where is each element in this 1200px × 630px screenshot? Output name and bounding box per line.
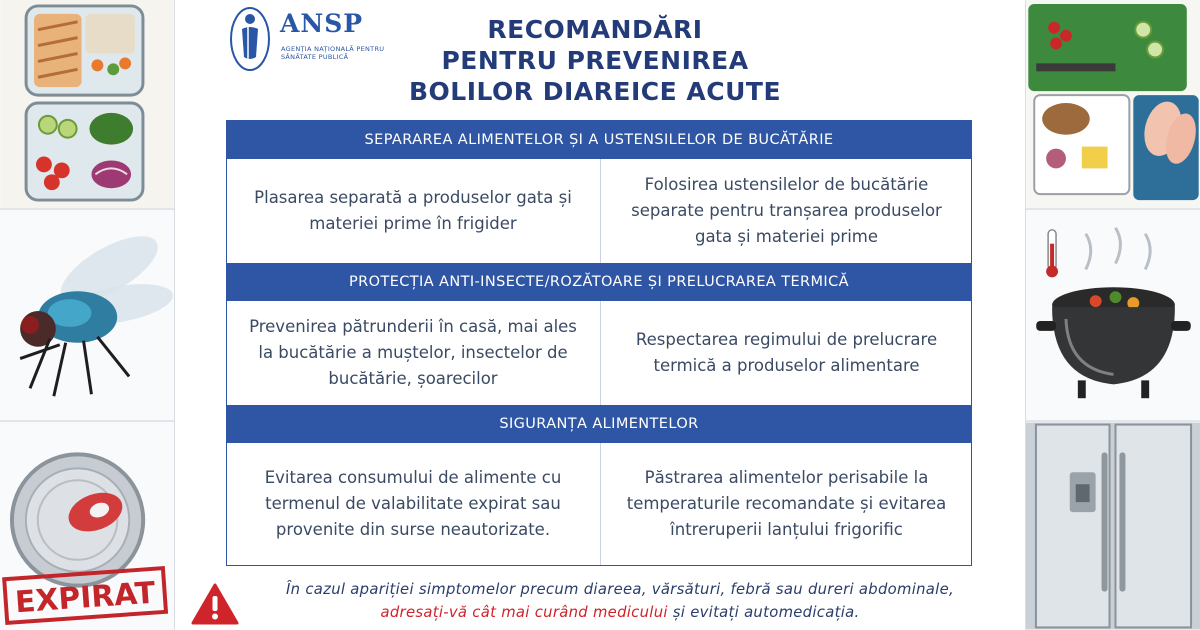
page-title xyxy=(400,14,790,107)
warning-line-2 xyxy=(220,601,1020,624)
cooking-pot-image xyxy=(1026,210,1200,422)
ansp-emblem-icon xyxy=(228,5,272,73)
cell-expired-food: Evitarea consumului de alimente cu termenul de valabilitate expirat sau provenite din surse neautorizate. xyxy=(264,468,562,539)
symptoms-warning-note xyxy=(220,578,1020,624)
recommendations-table xyxy=(226,120,972,566)
left-image-column xyxy=(0,0,175,630)
cell-separate-utensils: Folosirea ustensilelor de bucătărie separate pentru tranșarea produselor gata și materiei prime xyxy=(600,159,972,263)
logo-subtitle: AGENȚIA NAȚIONALĂ PENTRU SĂNĂTATE PUBLICĂ xyxy=(281,45,385,61)
ansp-logo xyxy=(228,5,408,73)
cell-fridge-separation: Plasarea separată a produselor gata și materiei prime în frigider xyxy=(254,188,572,233)
cutting-boards-image xyxy=(1026,0,1200,210)
warning-line-2-highlight: adresați-vă cât mai curând medicului xyxy=(380,604,668,621)
section-heading-separation: SEPARAREA ALIMENTELOR ȘI A USTENSILELOR DE BUCĂTĂRIE xyxy=(227,121,971,159)
section-heading-food-safety: SIGURANȚA ALIMENTELOR xyxy=(227,405,971,443)
expired-stamp: EXPIRAT xyxy=(14,575,157,621)
section-heading-protection: PROTECȚIA ANTI-INSECTE/ROZĂTOARE ȘI PRELUCRAREA TERMICĂ xyxy=(227,263,971,301)
title-line-3: BOLILOR DIAREICE ACUTE xyxy=(408,77,782,106)
cell-cold-chain: Păstrarea alimentelor perisabile la temperaturile recomandate și evitarea întreruperii lanțului frigorific xyxy=(600,443,972,565)
title-line-2: PENTRU PREVENIREA xyxy=(441,46,749,75)
warning-line-2-rest: și evitați automedicația. xyxy=(667,604,860,621)
cell-thermal-processing: Respectarea regimului de prelucrare termică a produselor alimentare xyxy=(600,301,972,405)
title-line-1: RECOMANDĂRI xyxy=(487,15,703,44)
meal-prep-containers-image xyxy=(0,0,174,210)
right-image-column xyxy=(1025,0,1200,630)
fly-image xyxy=(0,210,174,422)
expired-can-image xyxy=(0,422,174,630)
refrigerator-image xyxy=(1026,422,1200,630)
cell-insect-prevention: Prevenirea pătrunderii în casă, mai ales la bucătărie a muștelor, insectelor de bucătărie, șoarecilor xyxy=(249,317,577,388)
logo-name: ANSP xyxy=(280,9,364,38)
warning-line-1: În cazul apariției simptomelor precum diareea, vărsături, febră sau dureri abdominale, xyxy=(286,581,954,598)
